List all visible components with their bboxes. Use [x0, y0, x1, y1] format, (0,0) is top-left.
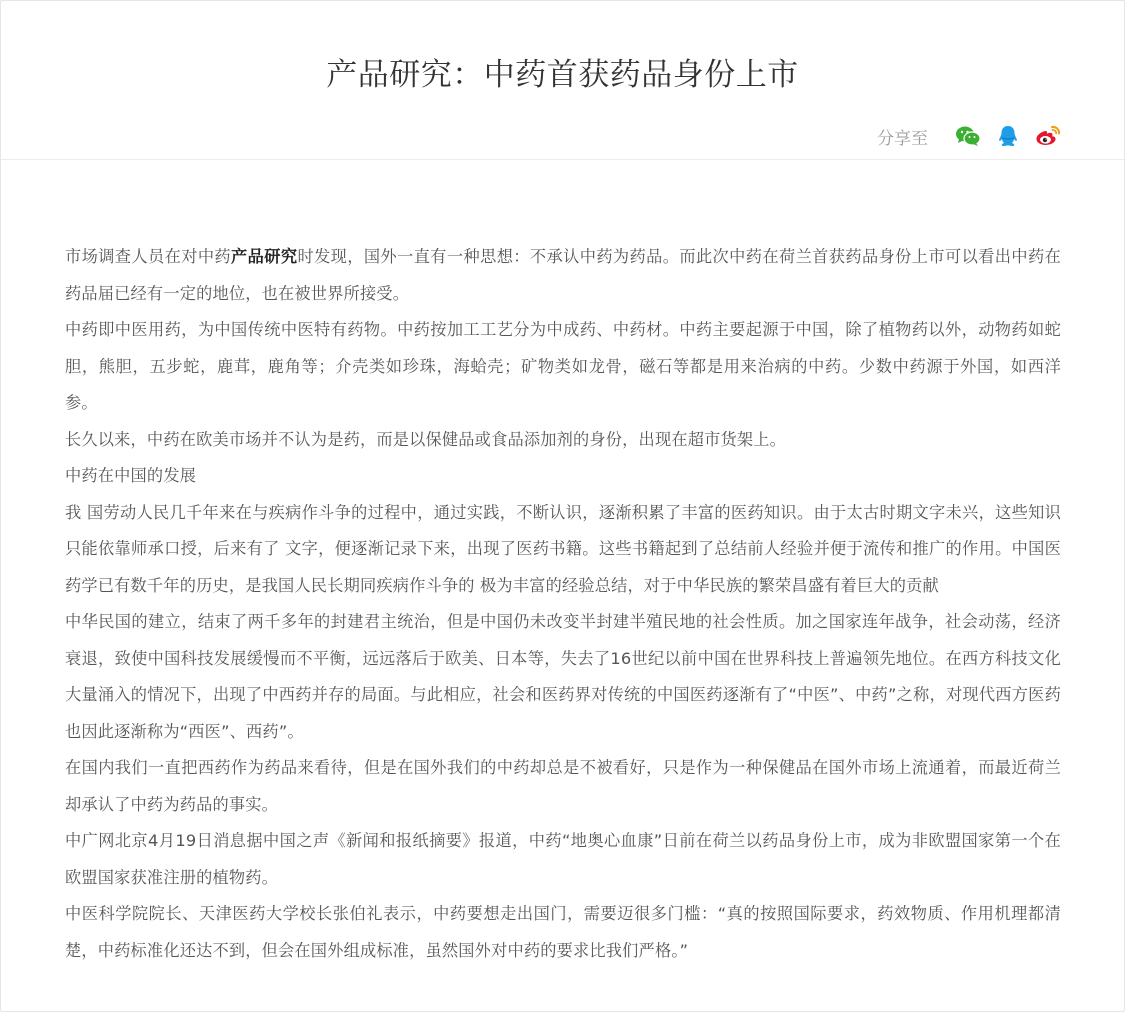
paragraph: 中广网北京4月19日消息据中国之声《新闻和报纸摘要》报道，中药“地奥心血康”日前在荷兰以药品身份上市，成为非欧盟国家第一个在欧盟国家获准注册的植物药。: [65, 831, 1061, 887]
paragraph-text: 市场调查人员在对中药: [65, 247, 232, 266]
paragraph: 我 国劳动人民几千年来在与疾病作斗争的过程中，通过实践，不断认识，逐渐积累了丰富的医药知识。由于太古时期文字未兴，这些知识只能依靠师承口授，后来有了 文字，便逐渐记录下来，出现了医药书籍。这些书籍起到了总结前人经验并便于流传和推广的作用。中国医药学已有数千年的历史，是我国人民长期同疾病作斗争的 极为丰富的经验总结，对于中华民族的繁荣昌盛有着巨大的贡献: [65, 502, 1061, 595]
share-label: 分享至: [877, 128, 928, 149]
paragraph: 长久以来，中药在欧美市场并不认为是药，而是以保健品或食品添加剂的身份，出现在超市货架上。: [65, 429, 787, 449]
paragraph: [65, 239, 1061, 312]
article-body: [65, 239, 1061, 969]
paragraph-text: 时发现，国外一直有一种思想：不承认中药为药品。而此次中药在荷兰首获药品身份上市可以看出中药在药品届已经有一定的地位，也在被世界所接受。: [65, 247, 1062, 303]
weibo-icon[interactable]: [1034, 122, 1062, 150]
share-bar: [877, 121, 1062, 151]
header-divider: [1, 159, 1124, 160]
keyword-highlight: 产品研究: [231, 247, 298, 266]
paragraph: 中医科学院院长、天津医药大学校长张伯礼表示，中药要想走出国门，需要迈很多门槛：“真的按照国际要求，药效物质、作用机理都清楚，中药标准化还达不到，但会在国外组成标准，虽然国外对中药的要求比我们严格。”: [65, 904, 1061, 960]
article-title: 产品研究：中药首获药品身份上市: [326, 57, 799, 93]
paragraph: 中药即中医用药，为中国传统中医特有药物。中药按加工工艺分为中成药、中药材。中药主要起源于中国，除了植物药以外，动物药如蛇胆，熊胆，五步蛇，鹿茸，鹿角等；介壳类如珍珠，海蛤壳；矿物类如龙骨，磁石等都是用来治病的中药。少数中药源于外国，如西洋参。: [65, 320, 1061, 412]
paragraph: 中华民国的建立，结束了两千多年的封建君主统治，但是中国仍未改变半封建半殖民地的社会性质。加之国家连年战争，社会动荡，经济衰退，致使中国科技发展缓慢而不平衡，远远落后于欧美、日本等，失去了16世纪以前中国在世界科技上普遍领先地位。在西方科技文化大量涌入的情况下，出现了中西药并存的局面。与此相应，社会和医药界对传统的中国医药逐渐有了“中医”、中药”之称，对现代西方医药也因此逐渐称为“西医”、西药”。: [65, 612, 1061, 741]
paragraph: 在国内我们一直把西药作为药品来看待，但是在国外我们的中药却总是不被看好，只是作为一种保健品在国外市场上流通着，而最近荷兰却承认了中药为药品的事实。: [65, 758, 1061, 814]
section-heading: 中药在中国的发展: [65, 466, 197, 485]
qq-icon[interactable]: [994, 122, 1022, 150]
wechat-icon[interactable]: [954, 122, 982, 150]
